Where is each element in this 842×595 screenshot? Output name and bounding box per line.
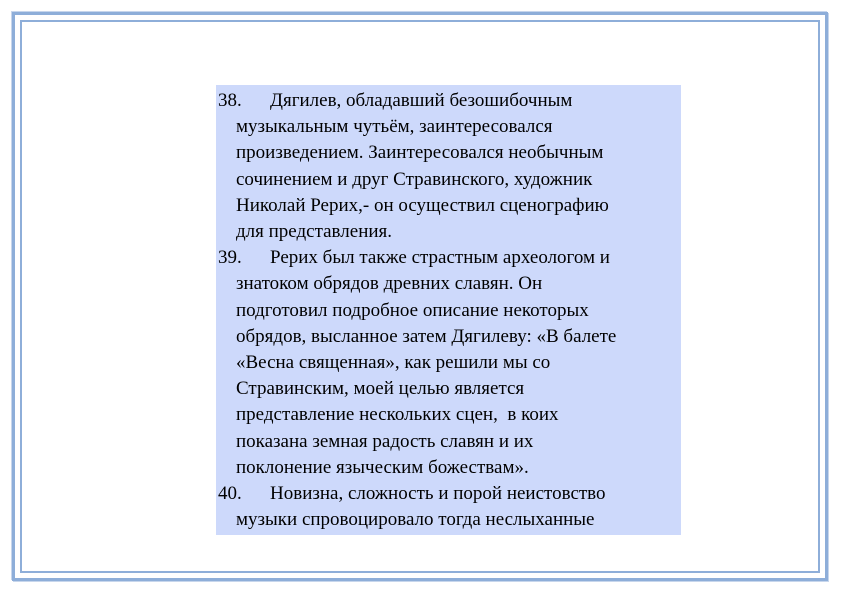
list-item-text: обрядов, высланное затем Дягилеву: «В балете [236,325,617,347]
list-item-text: сочинением и друг Стравинского, художник [236,168,593,190]
list-item-text: музыкальным чутьём, заинтересовался [236,116,553,138]
list-item-text: представление нескольких сцен, в коих [236,404,559,426]
list-item-line [218,324,677,350]
list-item-line [218,455,677,481]
list-item-line [218,507,677,533]
list-item-line [218,114,677,140]
list-item-text: музыки спровоцировало тогда неслыханные [236,509,595,531]
list-item-line [218,140,677,166]
list-item-line [218,402,677,428]
list-item-text: поклонение языческим божествам». [236,456,529,478]
list-item-line [218,193,677,219]
list-item-number: 40. [218,483,242,505]
list-item-line [218,429,677,455]
list-item-text: произведением. Заинтересовался необычным [236,142,604,164]
list-item-number: 39. [218,247,242,269]
list-item-line [218,167,677,193]
list-item-text: Дягилев, обладавший безошибочным [270,90,573,111]
list-item-line [218,219,677,245]
list-item-text: Новизна, сложность и порой неистовство [270,483,606,505]
list-item-text: подготовил подробное описание некоторых [236,299,589,321]
numbered-list [218,88,677,533]
list-item-first-line [218,88,677,114]
list-item-number: 38. [218,90,242,111]
list-item-text: «Весна священная», как решили мы со [236,352,551,374]
list-item-text: показана земная радость славян и их [236,430,534,452]
list-item-line [218,271,677,297]
list-item-text: Стравинским, моей целью является [236,378,525,400]
text-box[interactable] [216,85,681,535]
list-item-text: Николай Рерих,- он осуществил сценографию [236,194,609,216]
list-item-first-line [218,245,677,271]
list-item-line [218,376,677,402]
list-item-line [218,298,677,324]
list-item-text: для представления. [236,221,393,243]
list-item-first-line [218,481,677,507]
list-item-text: знатоком обрядов древних славян. Он [236,273,543,295]
list-item-line [218,350,677,376]
list-item-text: Рерих был также страстным археологом и [270,247,610,269]
